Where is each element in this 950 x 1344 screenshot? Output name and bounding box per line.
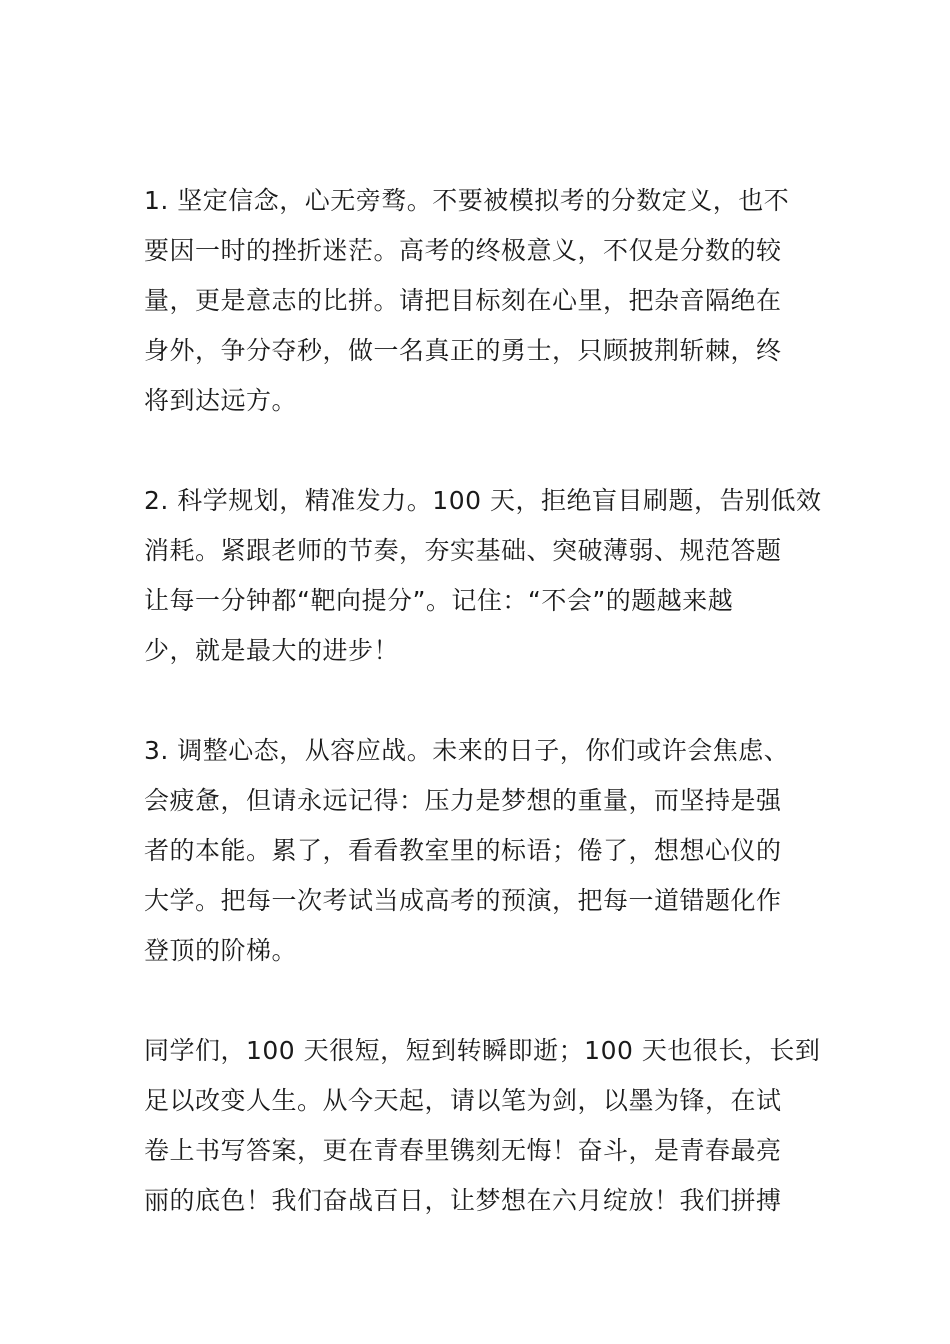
text-line: 量，更是意志的比拼。请把目标刻在心里，把杂音隔绝在	[144, 286, 782, 315]
text-line: 让每一分钟都“靶向提分”。记住：“不会”的题越来越	[144, 586, 734, 615]
text-line: 3. 调整心态，从容应战。未来的日子，你们或许会焦虑、	[144, 736, 790, 765]
text-line: 少，就是最大的进步！	[144, 636, 400, 665]
paragraph-3	[144, 726, 814, 976]
text-line: 身外，争分夺秒，做一名真正的勇士，只顾披荆斩棘，终	[144, 336, 782, 365]
text-line: 消耗。紧跟老师的节奏，夯实基础、突破薄弱、规范答题	[144, 536, 782, 565]
text-line: 1. 坚定信念，心无旁骛。不要被模拟考的分数定义，也不	[144, 186, 790, 215]
paragraph-4	[144, 1026, 821, 1226]
text-line: 将到达远方。	[144, 386, 298, 415]
text-line: 足以改变人生。从今天起，请以笔为剑，以墨为锋，在试	[144, 1086, 782, 1115]
text-line: 大学。把每一次考试当成高考的预演，把每一道错题化作	[144, 886, 782, 915]
text-line: 2. 科学规划，精准发力。100 天，拒绝盲目刷题，告别低效	[144, 486, 822, 515]
text-line: 卷上书写答案，更在青春里镌刻无悔！奋斗，是青春最亮	[144, 1136, 782, 1165]
paragraph-1	[144, 176, 814, 426]
paragraph-2	[144, 476, 822, 676]
document-body	[144, 176, 822, 1276]
text-line: 者的本能。累了，看看教室里的标语；倦了，想想心仪的	[144, 836, 782, 865]
text-line: 丽的底色！我们奋战百日，让梦想在六月绽放！我们拼搏	[144, 1186, 782, 1215]
text-line: 要因一时的挫折迷茫。高考的终极意义，不仅是分数的较	[144, 236, 782, 265]
text-line: 会疲惫，但请永远记得：压力是梦想的重量，而坚持是强	[144, 786, 782, 815]
text-line: 同学们，100 天很短，短到转瞬即逝；100 天也很长，长到	[144, 1036, 821, 1065]
text-line: 登顶的阶梯。	[144, 936, 298, 965]
